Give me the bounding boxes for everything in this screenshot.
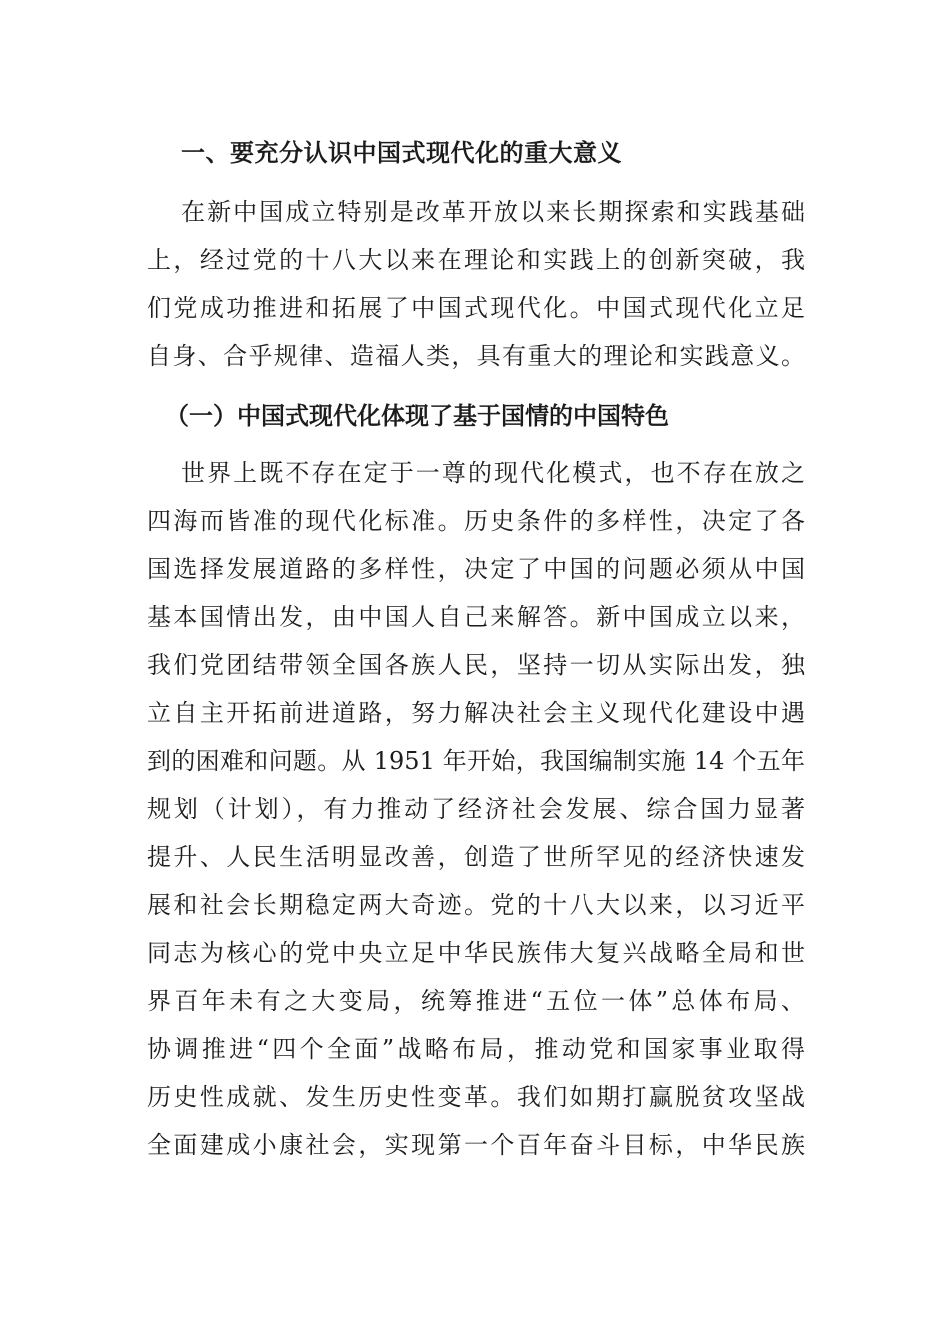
paragraph-line: 立自主开拓前进道路，努力解决社会主义现代化建设中遇 — [147, 699, 805, 727]
paragraph-line: 展和社会长期稳定两大奇迹。党的十八大以来，以习近平 — [147, 891, 805, 919]
intro-paragraph — [147, 188, 805, 380]
paragraph-line: 国选择发展道路的多样性，决定了中国的问题必须从中国 — [147, 555, 805, 583]
paragraph-line: 世界上既不存在定于一尊的现代化模式，也不存在放之 — [181, 459, 805, 487]
paragraph-line: 同志为核心的党中央立足中华民族伟大复兴战略全局和世 — [147, 939, 805, 967]
paragraph-line: 基本国情出发，由中国人自己来解答。新中国成立以来， — [147, 603, 805, 631]
section-heading: 一、要充分认识中国式现代化的重大意义 — [181, 139, 622, 167]
body-paragraph — [147, 449, 805, 1169]
paragraph-line: 上，经过党的十八大以来在理论和实践上的创新突破，我 — [147, 246, 805, 274]
paragraph-line: 协调推进“四个全面”战略布局，推动党和国家事业取得 — [147, 1035, 805, 1063]
paragraph-line: 们党成功推进和拓展了中国式现代化。中国式现代化立足 — [147, 294, 805, 322]
paragraph-line: 历史性成就、发生历史性变革。我们如期打赢脱贫攻坚战 — [147, 1083, 805, 1111]
paragraph-line: 自身、合乎规律、造福人类，具有重大的理论和实践意义。 — [147, 342, 805, 370]
paragraph-line: 提升、人民生活明显改善，创造了世所罕见的经济快速发 — [147, 843, 805, 871]
subsection-heading: （一）中国式现代化体现了基于国情的中国特色 — [165, 402, 669, 430]
paragraph-line: 全面建成小康社会，实现第一个百年奋斗目标，中华民族 — [147, 1131, 805, 1159]
paragraph-line: 在新中国成立特别是改革开放以来长期探索和实践基础 — [181, 198, 805, 226]
paragraph-line: 规划（计划），有力推动了经济社会发展、综合国力显著 — [147, 795, 805, 823]
paragraph-line: 界百年未有之大变局，统筹推进“五位一体”总体布局、 — [147, 987, 805, 1015]
document-body — [147, 130, 805, 1169]
paragraph-line: 四海而皆准的现代化标准。历史条件的多样性，决定了各 — [147, 507, 805, 535]
paragraph-line: 到的困难和问题。从 1951 年开始，我国编制实施 14 个五年 — [147, 747, 805, 775]
paragraph-line: 我们党团结带领全国各族人民，坚持一切从实际出发，独 — [147, 651, 805, 679]
